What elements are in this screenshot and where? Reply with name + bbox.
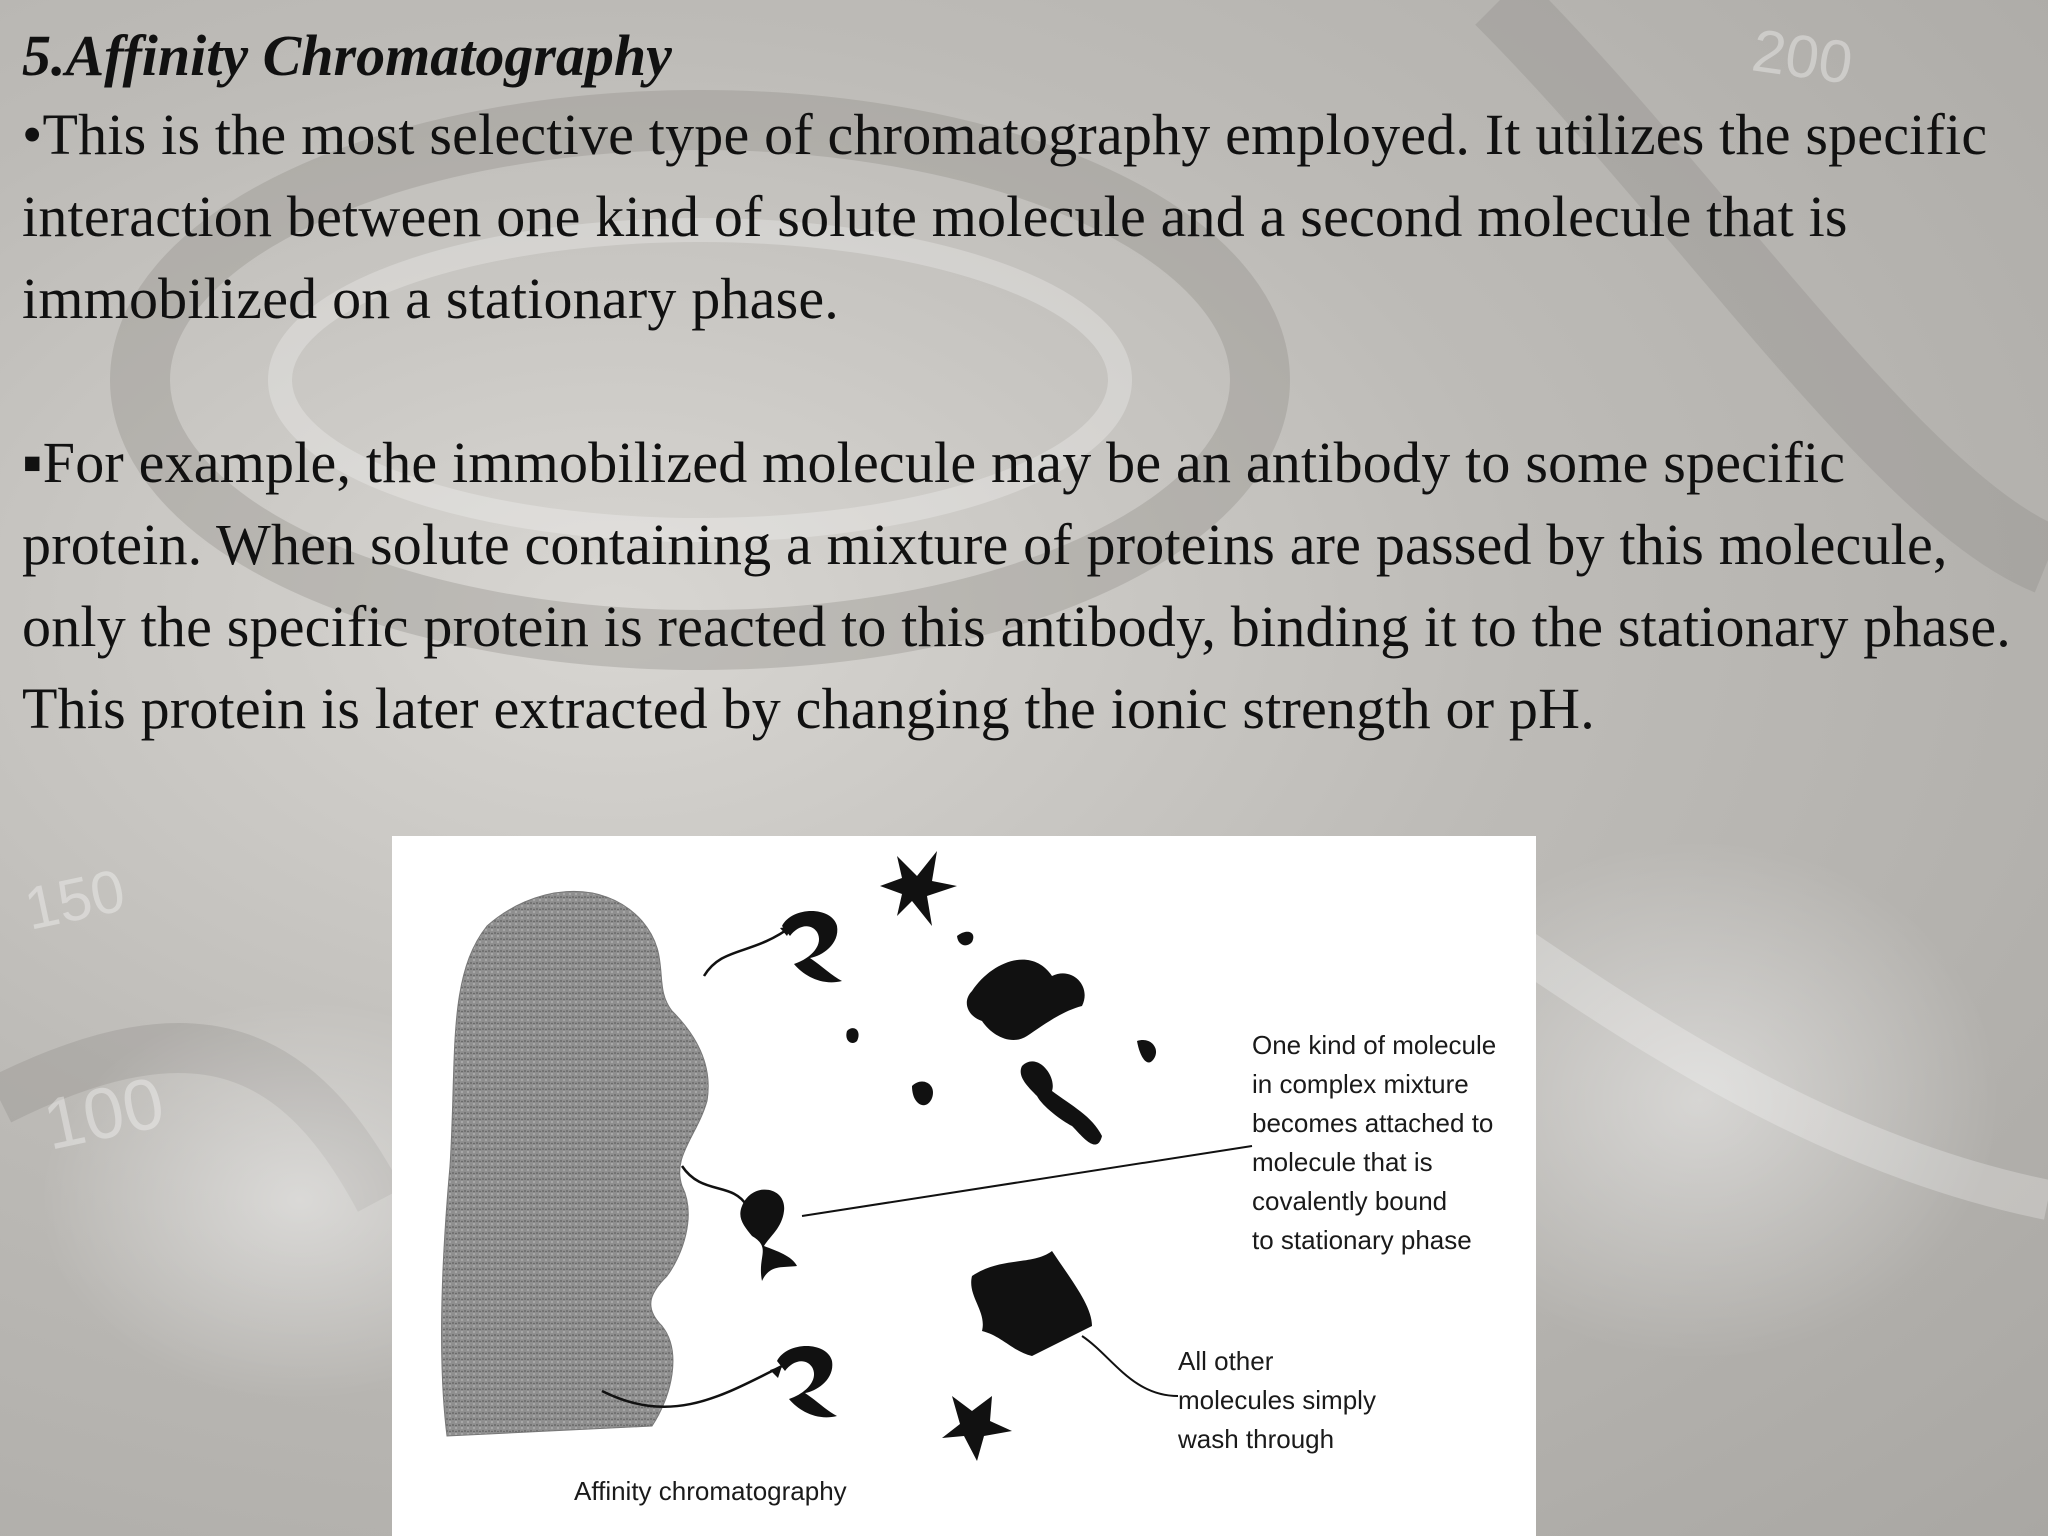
slide-body	[22, 18, 2032, 750]
background-number: 150	[18, 856, 131, 943]
figure-caption: Affinity chromatography	[574, 1476, 847, 1506]
background-number: 200	[1748, 16, 1857, 97]
mixture-molecule	[942, 1396, 1012, 1461]
mixture-molecule	[880, 851, 957, 926]
stationary-phase	[441, 891, 708, 1436]
paragraph-example-text: For example, the immobilized molecule may be an antibody to some specific protein. When solute containing a mixture of proteins are passed by this molecule, only the specific protein is reacted to this antibody, binding it to the stationary phase. This protein is later extracted by changing the ionic strength or pH.	[22, 430, 2012, 741]
paragraph-definition	[22, 94, 2032, 340]
receptor-molecule	[782, 911, 842, 982]
mixture-molecule	[957, 932, 973, 946]
mixture-molecule	[967, 960, 1085, 1040]
binding-site-top	[704, 926, 792, 976]
bullet-square: ▪	[22, 430, 43, 495]
bullet-dot: •	[22, 102, 43, 167]
affinity-chromatography-diagram	[392, 836, 1536, 1536]
paragraph-definition-text: This is the most selective type of chromatography employed. It utilizes the specific interaction between one kind of solute molecule and a second molecule that is immobilized on a stationary phase.	[22, 102, 1988, 331]
paragraph-example	[22, 422, 2032, 750]
leader-line-wash	[1082, 1336, 1178, 1396]
binding-site-middle	[682, 1166, 747, 1206]
mixture-molecule	[1137, 1040, 1156, 1062]
mixture-molecule	[971, 1251, 1092, 1356]
mixture-molecule	[912, 1082, 933, 1106]
bound-complex	[740, 1190, 797, 1281]
background-number: 100	[36, 1062, 171, 1166]
label-wash-through: All other molecules simply wash through	[1178, 1346, 1376, 1454]
mixture-molecule	[846, 1028, 858, 1043]
leader-line-bound	[802, 1146, 1252, 1216]
slide-title: 5.Affinity Chromatography	[22, 23, 672, 88]
mixture-molecule	[1021, 1061, 1102, 1144]
label-bound-molecule: One kind of molecule in complex mixture becomes attached to molecule that is covalently bound to stationary phase	[1252, 1030, 1497, 1255]
receptor-molecule	[777, 1346, 837, 1417]
